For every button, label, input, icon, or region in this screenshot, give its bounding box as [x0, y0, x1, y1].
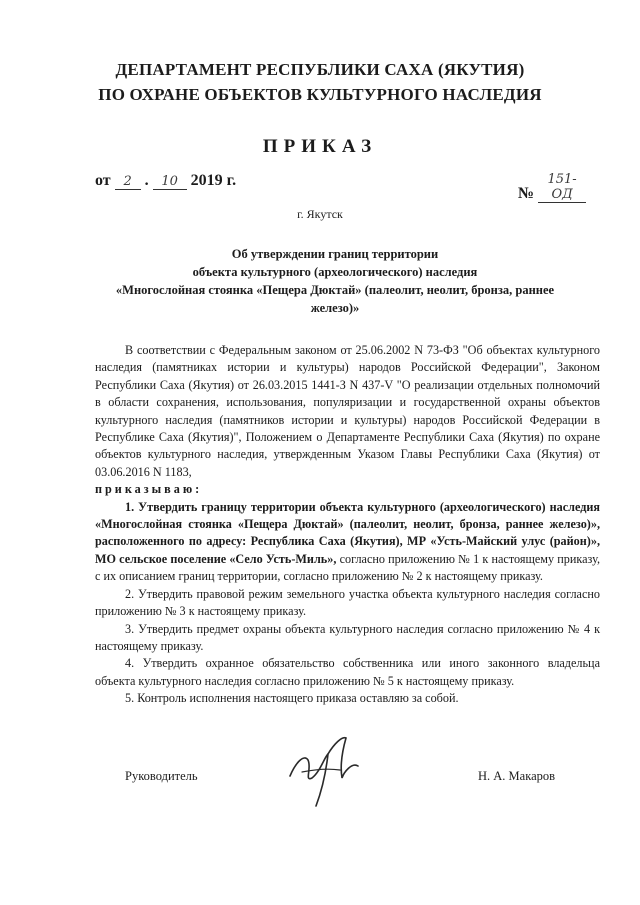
city: г. Якутск: [297, 207, 343, 221]
item-5: 5. Контроль исполнения настоящего приказа оставляю за собой.: [125, 691, 459, 706]
order-body: [95, 342, 600, 708]
preamble-paragraph: В соответствии с Федеральным законом от 25.06.2002 N 73-ФЗ "Об объектах культурного наследия (памятниках истории и культуры) народов Российской Федерации", Законом Республики Саха (Якутия) от 26.03.2015 1441-З N 437-V "О реализации отдельных полномочий в области сохранения, использования, популяризации и государственной охраны объектов культурного наследия (памятников истории и культуры) народов Российской Федерации в Республике Саха (Якутия)", Положением о Департаменте Республики Саха (Якутия) по охране объектов культурного наследия, утвержденным Указом Главы Республики Саха (Якутия) от 03.06.2016 N 1183,: [95, 343, 600, 479]
item-3: 3. Утвердить предмет охраны объекта культурного наследия согласно приложению № 4 к настоящему приказу.: [95, 621, 600, 653]
order-title: ПРИКАЗ: [262, 136, 378, 157]
item-1-rest: согласно приложению № 1 к настоящему приказу, с их описанием границ территории, согласно приложению № 2 к настоящему приказу.: [95, 551, 600, 584]
order-number: [518, 172, 586, 203]
item-1-bold: 1. Утвердить границу территории объекта культурного (археологического) наследия «Многослойная стоянка «Пещера Дюктай» (палеолит, неолит, бронза, раннее железо)», расположенного по адресу: Республика Саха (Якутия), МР «Усть-Майский улус (район)», МО сельское поселение «Село Усть-Миль»,: [95, 499, 600, 566]
department-name-line2: ПО ОХРАНЕ ОБЪЕКТОВ КУЛЬТУРНОГО НАСЛЕДИЯ: [98, 85, 542, 104]
handwritten-number: 151-ОД: [538, 172, 586, 203]
handwritten-signature: [282, 732, 372, 810]
date-year: 2019 г.: [190, 172, 237, 189]
department-name-line1: ДЕПАРТАМЕНТ РЕСПУБЛИКИ САХА (ЯКУТИЯ): [115, 60, 525, 79]
orders-word: приказываю:: [95, 482, 203, 497]
signatory-position: Руководитель: [125, 769, 198, 783]
subject-line1: Об утверждении границ территории: [231, 247, 439, 261]
date-prefix: от: [95, 172, 111, 189]
handwritten-month: 10: [153, 174, 187, 190]
number-sign: №: [518, 185, 535, 202]
item-1: [95, 499, 600, 586]
subject-line3: «Многослойная стоянка «Пещера Дюктай» (палеолит, неолит, бронза, раннее железо)»: [115, 283, 555, 315]
handwritten-day: 2: [115, 174, 141, 190]
order-subject: [110, 245, 560, 317]
item-4: 4. Утвердить охранное обязательство собственника или иного законного владельца объекта культурного наследия согласно приложению № 5 к настоящему приказу.: [95, 656, 600, 688]
signatory-name: Н. А. Макаров: [478, 769, 556, 783]
order-date: от 2 . 10 2019 г.: [95, 172, 237, 189]
item-2: 2. Утвердить правовой режим земельного участка объекта культурного наследия согласно приложению № 3 к настоящему приказу.: [95, 586, 600, 619]
subject-line2: объекта культурного (археологического) наследия: [192, 265, 478, 279]
